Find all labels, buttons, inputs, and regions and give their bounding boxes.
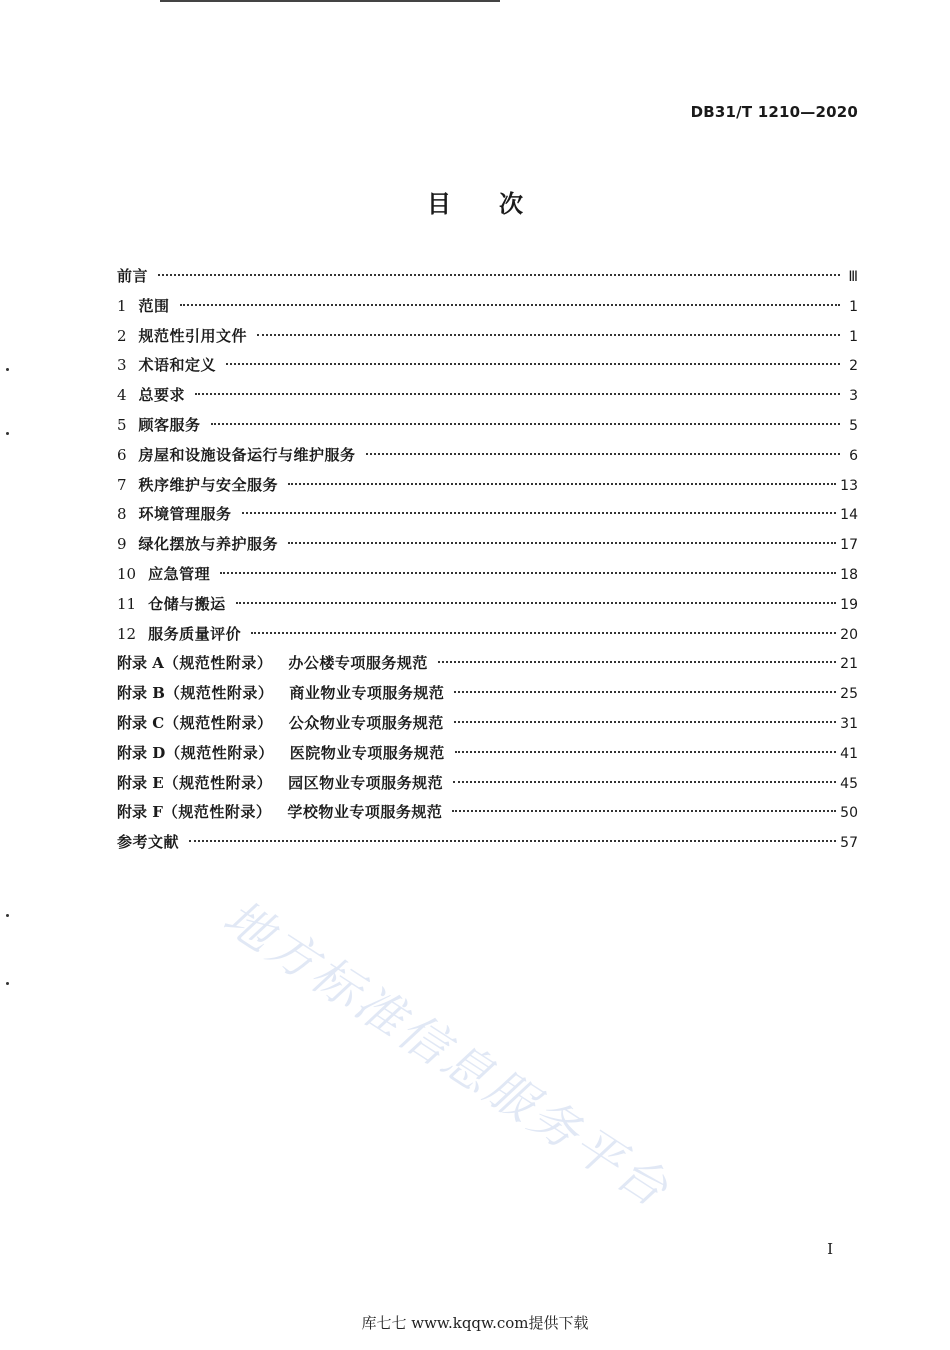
annex-prefix: 附录 F bbox=[117, 803, 163, 822]
toc-entry-page: 20 bbox=[840, 626, 858, 643]
toc-entry-title: 顾客服务 bbox=[138, 415, 201, 434]
toc-entry-page: 1 bbox=[849, 328, 858, 345]
annex-title: 公众物业专项服务规范 bbox=[288, 713, 444, 732]
toc-entry-number: 12 bbox=[117, 624, 137, 643]
toc-entry-number: 6 bbox=[117, 445, 127, 464]
toc-entry-page: 57 bbox=[840, 835, 858, 852]
dot-leader bbox=[251, 632, 836, 634]
annex-type: （规范性附录） bbox=[164, 684, 274, 703]
dot-leader bbox=[454, 691, 836, 693]
toc-entry-5[interactable] bbox=[117, 411, 858, 441]
toc-entry-12[interactable] bbox=[117, 620, 858, 650]
annex-title: 园区物业专项服务规范 bbox=[288, 773, 444, 792]
annex-prefix: 附录 C bbox=[117, 713, 165, 732]
toc-entry-page: 1 bbox=[849, 298, 858, 315]
annex-prefix: 附录 E bbox=[117, 773, 164, 792]
dot-leader bbox=[288, 483, 836, 485]
toc-entry-page: 18 bbox=[840, 566, 858, 583]
toc-entry-1[interactable] bbox=[117, 292, 858, 322]
toc-entry-title: 服务质量评价 bbox=[148, 624, 242, 643]
toc-entry-number: 5 bbox=[117, 415, 127, 434]
toc-entry-9[interactable] bbox=[117, 530, 858, 560]
download-footer: 库七七 www.kqqw.com提供下载 bbox=[361, 1314, 589, 1332]
toc-annex-a[interactable] bbox=[117, 649, 858, 679]
toc-entry-number: 2 bbox=[117, 326, 127, 345]
annex-prefix: 附录 A bbox=[117, 654, 164, 673]
toc-entry-page: 14 bbox=[840, 507, 858, 524]
toc-entry-page: 13 bbox=[840, 477, 858, 494]
toc-entry-page: 3 bbox=[849, 388, 858, 405]
toc-entry-8[interactable] bbox=[117, 500, 858, 530]
annex-type: （规范性附录） bbox=[163, 654, 273, 673]
watermark: 地方标准信息服务平台 bbox=[213, 889, 681, 1220]
toc-entry-foreword[interactable] bbox=[117, 262, 858, 292]
dot-leader bbox=[453, 781, 836, 783]
toc-annex-d[interactable] bbox=[117, 739, 858, 769]
dot-leader bbox=[195, 393, 840, 395]
toc-entry-title: 参考文献 bbox=[117, 833, 180, 852]
standard-code: DB31/T 1210—2020 bbox=[690, 103, 858, 121]
toc-list bbox=[117, 262, 858, 858]
toc-entry-7[interactable] bbox=[117, 471, 858, 501]
toc-entry-page: 31 bbox=[840, 715, 858, 732]
toc-entry-page: Ⅲ bbox=[848, 269, 858, 285]
toc-entry-page: 50 bbox=[840, 805, 858, 822]
toc-entry-page: 21 bbox=[840, 656, 858, 673]
toc-entry-page: 41 bbox=[840, 745, 858, 762]
toc-entry-page: 45 bbox=[840, 775, 858, 792]
toc-entry-title: 前言 bbox=[117, 267, 149, 285]
toc-entry-page: 5 bbox=[849, 417, 858, 434]
toc-entry-6[interactable] bbox=[117, 441, 858, 471]
dot-leader bbox=[366, 453, 840, 455]
toc-entry-page: 17 bbox=[840, 537, 858, 554]
toc-entry-page: 25 bbox=[840, 686, 858, 703]
dot-leader bbox=[226, 363, 840, 365]
toc-entry-title: 绿化摆放与养护服务 bbox=[138, 535, 279, 554]
toc-entry-title: 范围 bbox=[138, 296, 170, 315]
dot-leader bbox=[257, 334, 840, 336]
toc-entry-number: 3 bbox=[117, 356, 127, 375]
toc-entry-references[interactable] bbox=[117, 828, 858, 858]
annex-type: （规范性附录） bbox=[162, 803, 272, 822]
dot-leader bbox=[452, 810, 836, 812]
dot-leader bbox=[288, 542, 836, 544]
annex-prefix: 附录 B bbox=[117, 684, 165, 703]
toc-entry-title: 术语和定义 bbox=[138, 356, 217, 375]
toc-annex-b[interactable] bbox=[117, 679, 858, 709]
toc-entry-4[interactable] bbox=[117, 381, 858, 411]
toc-annex-e[interactable] bbox=[117, 769, 858, 799]
toc-title: 目次 bbox=[427, 190, 571, 218]
dot-leader bbox=[211, 423, 840, 425]
annex-title: 医院物业专项服务规范 bbox=[289, 743, 445, 762]
top-rule bbox=[160, 0, 500, 2]
scan-speck bbox=[6, 982, 9, 985]
toc-entry-number: 9 bbox=[117, 535, 127, 554]
toc-entry-page: 6 bbox=[849, 447, 858, 464]
annex-title: 办公楼专项服务规范 bbox=[288, 654, 428, 673]
toc-annex-c[interactable] bbox=[117, 709, 858, 739]
toc-entry-3[interactable] bbox=[117, 351, 858, 381]
toc-entry-title: 应急管理 bbox=[148, 564, 211, 583]
toc-entry-2[interactable] bbox=[117, 322, 858, 352]
dot-leader bbox=[455, 751, 836, 753]
dot-leader bbox=[236, 602, 837, 604]
toc-entry-number: 8 bbox=[117, 505, 127, 524]
toc-annex-f[interactable] bbox=[117, 798, 858, 828]
toc-entry-page: 2 bbox=[849, 358, 858, 375]
toc-entry-11[interactable] bbox=[117, 590, 858, 620]
scan-speck bbox=[6, 914, 9, 917]
annex-type: （规范性附录） bbox=[165, 743, 274, 762]
toc-entry-number: 11 bbox=[117, 594, 137, 613]
toc-entry-title: 秩序维护与安全服务 bbox=[138, 475, 279, 494]
dot-leader bbox=[242, 512, 837, 514]
toc-entry-number: 1 bbox=[117, 296, 127, 315]
scan-speck bbox=[6, 432, 9, 435]
annex-type: （规范性附录） bbox=[163, 773, 273, 792]
toc-entry-page: 19 bbox=[840, 596, 858, 613]
toc-entry-number: 7 bbox=[117, 475, 127, 494]
toc-entry-number: 4 bbox=[117, 386, 127, 405]
annex-title: 商业物业专项服务规范 bbox=[289, 684, 445, 703]
toc-entry-number: 10 bbox=[117, 564, 137, 583]
annex-type: （规范性附录） bbox=[164, 713, 273, 732]
toc-entry-title: 仓储与搬运 bbox=[148, 594, 226, 613]
dot-leader bbox=[454, 721, 836, 723]
dot-leader bbox=[438, 661, 836, 663]
toc-entry-10[interactable] bbox=[117, 560, 858, 590]
dot-leader bbox=[180, 304, 840, 306]
dot-leader bbox=[220, 572, 836, 574]
toc-entry-title: 房屋和设施设备运行与维护服务 bbox=[138, 445, 356, 464]
dot-leader bbox=[189, 840, 836, 842]
toc-entry-title: 总要求 bbox=[138, 386, 186, 405]
scan-speck bbox=[6, 368, 9, 371]
toc-entry-title: 规范性引用文件 bbox=[138, 326, 248, 345]
annex-title: 学校物业专项服务规范 bbox=[287, 803, 443, 822]
annex-prefix: 附录 D bbox=[117, 743, 166, 762]
page-number: I bbox=[827, 1240, 833, 1258]
dot-leader bbox=[158, 274, 840, 276]
toc-entry-title: 环境管理服务 bbox=[138, 505, 232, 524]
